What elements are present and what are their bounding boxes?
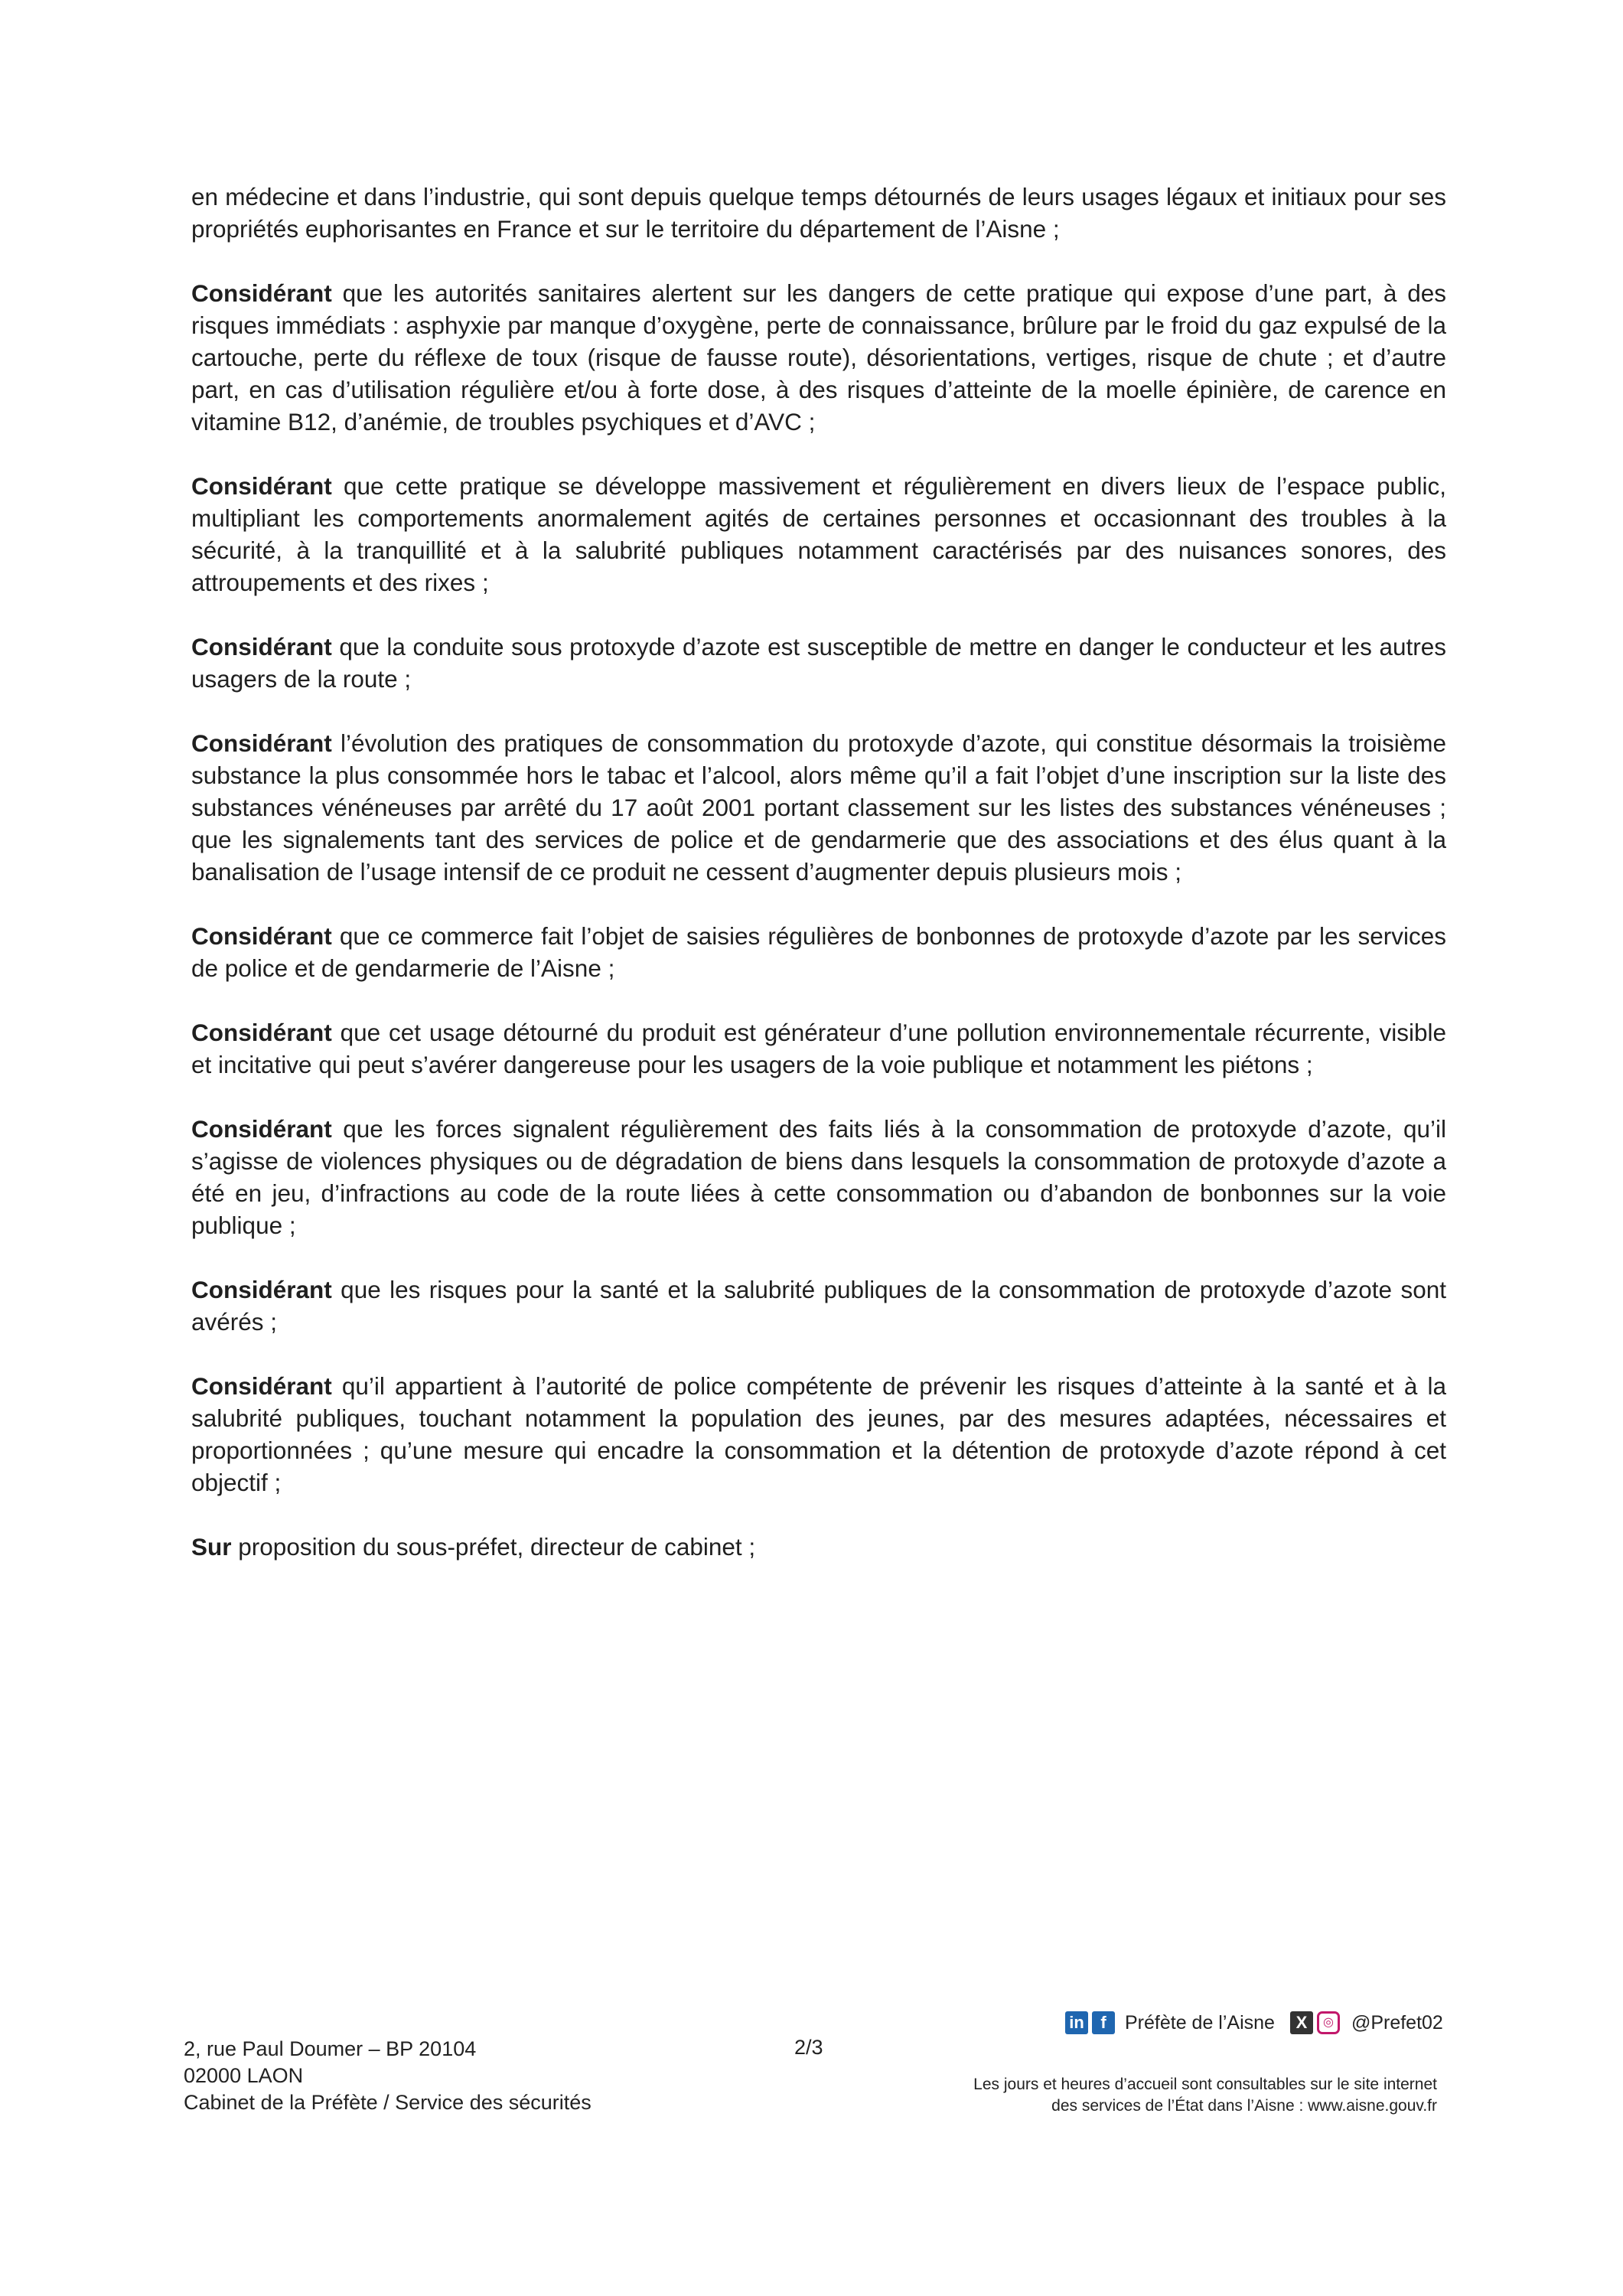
paragraph-keyword: Considérant xyxy=(191,472,332,500)
paragraph-text: proposition du sous-préfet, directeur de cabinet ; xyxy=(231,1533,756,1561)
paragraph-considerant xyxy=(191,1016,1446,1081)
paragraph-keyword: Considérant xyxy=(191,1115,332,1143)
info-line: Les jours et heures d’accueil sont consultables sur le site internet xyxy=(973,2076,1437,2093)
instagram-icon[interactable]: ◎ xyxy=(1317,2011,1340,2034)
facebook-icon[interactable]: f xyxy=(1092,2011,1115,2034)
paragraph-considerant xyxy=(191,1113,1446,1241)
paragraph-sur-proposition xyxy=(191,1531,1446,1563)
paragraph-text: que cette pratique se développe massivement et régulièrement en divers lieux de l’espace public, multipliant les comportements anormalement agités de certaines personnes et occasionnant des troubles à la sécurité, à la tranquillité et à la salubrité publiques notamment caractérisés par des nuisances sonores, des attroupements et des rixes ; xyxy=(191,472,1446,596)
paragraph-text: que cet usage détourné du produit est générateur d’une pollution environnementale récurrente, visible et incitative qui peut s’avérer dangereuse pour les usagers de la voie publique et notamment les piétons ; xyxy=(191,1019,1446,1078)
social-label-prefecture: Préfète de l’Aisne xyxy=(1125,2011,1275,2033)
info-line: des services de l’État dans l’Aisne : www.aisne.gouv.fr xyxy=(1051,2097,1437,2115)
paragraph-keyword: Considérant xyxy=(191,633,332,660)
paragraph-intro xyxy=(191,181,1446,245)
paragraph-considerant xyxy=(191,1370,1446,1499)
footer-info xyxy=(973,2074,1437,2117)
paragraph-keyword: Considérant xyxy=(191,1372,332,1400)
paragraph-keyword: Considérant xyxy=(191,922,332,950)
address-line: 02000 LAON xyxy=(184,2064,304,2087)
paragraph-text: que les forces signalent régulièrement des faits liés à la consommation de protoxyde d’azote, qu’il s’agisse de violences physiques ou de dégradation de biens dans lesquels la consommation de protoxyde d’azote a été en jeu, d’infractions au code de la route liées à cette consommation ou d’abandon de bonbonnes sur la voie publique ; xyxy=(191,1115,1446,1239)
paragraph-considerant xyxy=(191,1274,1446,1338)
paragraph-keyword: Considérant xyxy=(191,729,332,757)
paragraph-text: qu’il appartient à l’autorité de police compétente de prévenir les risques d’atteinte à la santé et à la salubrité publiques, touchant notamment la population des jeunes, par des mesures adaptées, nécessaires et proportionnées ; qu’une mesure qui encadre la consommation et la détention de protoxyde d’azote répond à cet objectif ; xyxy=(191,1372,1446,1496)
paragraph-considerant xyxy=(191,470,1446,598)
paragraph-text: l’évolution des pratiques de consommation du protoxyde d’azote, qui constitue désormais la troisième substance la plus consommée hors le tabac et l’alcool, alors même qu’il a fait l’objet d’une inscription sur la liste des substances vénéneuses par arrêté du 17 août 2001 portant classement sur les listes des substances vénéneuses ; que les signalements tant des services de police et de gendarmerie que des associations et des élus quant à la banalisation de l’usage intensif de ce produit ne cessent d’augmenter depuis plusieurs mois ; xyxy=(191,729,1446,885)
x-icon[interactable]: X xyxy=(1290,2011,1313,2034)
paragraph-considerant xyxy=(191,631,1446,695)
paragraph-keyword: Considérant xyxy=(191,1276,332,1303)
paragraph-text: que les autorités sanitaires alertent sur les dangers de cette pratique qui expose d’une part, à des risques immédiats : asphyxie par manque d’oxygène, perte de connaissance, brûlure par le froid du gaz expulsé de la cartouche, perte du réflexe de toux (risque de fausse route), désorientations, vertiges, risque de chute ; et d’autre part, en cas d’utilisation régulière et/ou à forte dose, à des risques d’atteinte de la moelle épinière, de carence en vitamine B12, d’anémie, de troubles psychiques et d’AVC ; xyxy=(191,279,1446,435)
social-label-handle: @Prefet02 xyxy=(1351,2011,1443,2033)
footer-address xyxy=(184,2036,592,2116)
paragraph-keyword: Considérant xyxy=(191,1019,332,1046)
paragraph-considerant xyxy=(191,727,1446,888)
page-number: 2/3 xyxy=(794,2036,823,2059)
paragraph-considerant xyxy=(191,920,1446,984)
paragraph-text: que ce commerce fait l’objet de saisies régulières de bonbonnes de protoxyde d’azote par les services de police et de gendarmerie de l’Aisne ; xyxy=(191,922,1446,982)
paragraph-text: que les risques pour la santé et la salubrité publiques de la consommation de protoxyde d’azote sont avérés ; xyxy=(191,1276,1446,1336)
paragraph-keyword: Considérant xyxy=(191,279,332,307)
body-text xyxy=(191,181,1446,1595)
paragraph-considerant xyxy=(191,277,1446,438)
paragraph-text: que la conduite sous protoxyde d’azote est susceptible de mettre en danger le conducteur et les autres usagers de la route ; xyxy=(191,633,1446,693)
paragraph-keyword: Sur xyxy=(191,1533,232,1561)
linkedin-icon[interactable]: in xyxy=(1065,2011,1088,2034)
paragraph-text: en médecine et dans l’industrie, qui sont depuis quelque temps détournés de leurs usages légaux et initiaux pour ses propriétés euphorisantes en France et sur le territoire du département de l’Aisne ; xyxy=(191,183,1446,243)
address-line: Cabinet de la Préfète / Service des sécurités xyxy=(184,2091,592,2114)
social-links xyxy=(1065,2011,1443,2034)
address-line: 2, rue Paul Doumer – BP 20104 xyxy=(184,2037,477,2060)
